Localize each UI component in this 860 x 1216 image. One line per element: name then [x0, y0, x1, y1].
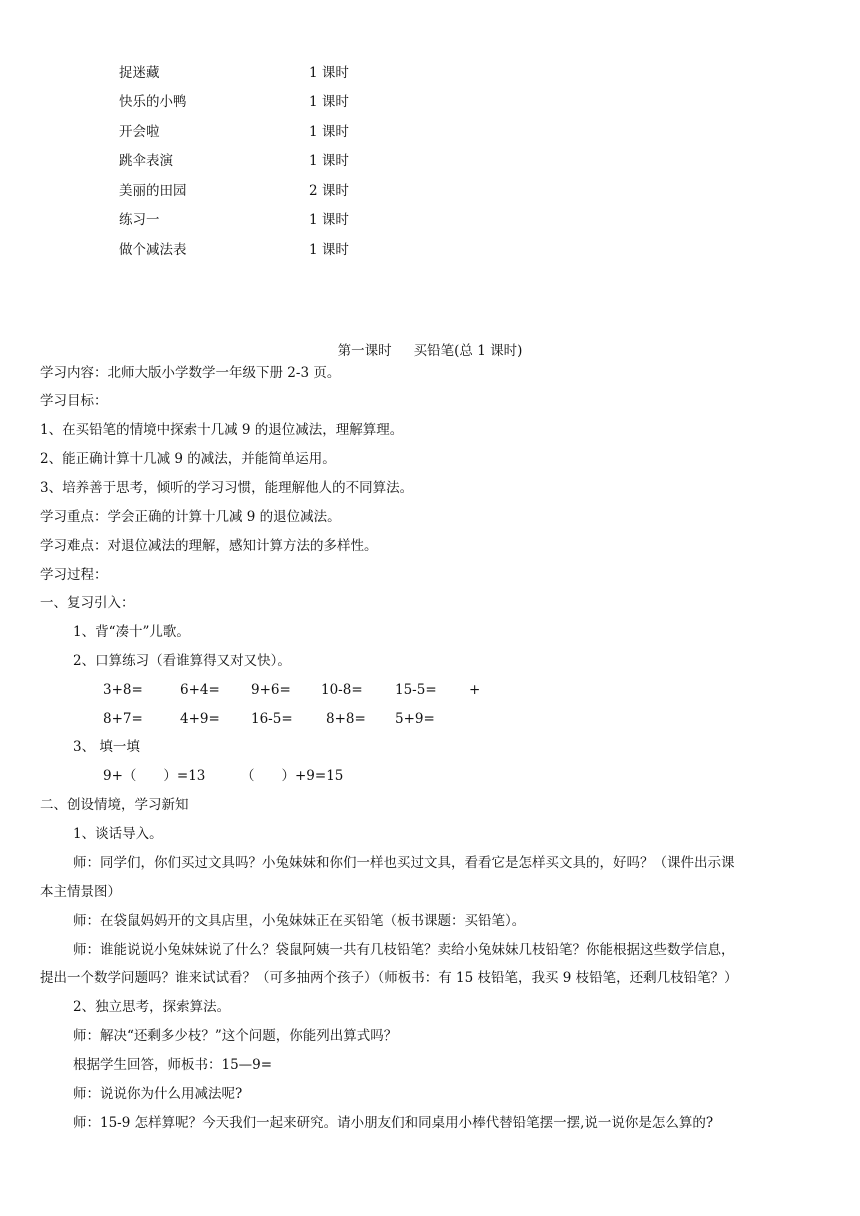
section-heading-new: 二、创设情境，学习新知 [40, 797, 189, 813]
paragraph: 师：谁能说说小兔妹妹说了什么？袋鼠阿姨一共有几枝铅笔？卖给小兔妹妹几枝铅笔？你能根据这些数学信息， [73, 942, 735, 958]
paragraph: 本主情景图） [40, 884, 121, 900]
calc-expression: 8+8= [326, 711, 366, 727]
paragraph: 根据学生回答，师板书：15—9= [73, 1057, 273, 1073]
goal-item: 1、在买铅笔的情境中探索十几减 9 的退位减法，理解算理。 [40, 422, 404, 438]
paragraph: 师：解决“还剩多少枝？”这个问题，你能列出算式吗？ [73, 1028, 398, 1044]
goal-item: 2、能正确计算十几减 9 的减法，并能简单运用。 [40, 451, 336, 467]
calc-expression: 6+4= [180, 682, 220, 698]
calc-expression: 3+8= [103, 682, 143, 698]
goals-heading: 学习目标： [40, 393, 108, 409]
schedule-item-name: 做个减法表 [119, 242, 187, 258]
lesson-title [0, 342, 860, 360]
paragraph: 提出一个数学问题吗？谁来试试看？（可多抽两个孩子）（师板书：有 15 枝铅笔，我买 9 枝铅笔，还剩几枝铅笔？） [40, 970, 738, 986]
review-item: 1、背“凑十”儿歌。 [73, 624, 190, 640]
calc-expression: 5+9= [395, 711, 435, 727]
review-item: 3、 填一填 [73, 739, 140, 755]
schedule-item-name: 跳伞表演 [119, 153, 173, 169]
calc-expression: 15-5= [395, 682, 437, 698]
schedule-item-hours: 1 课时 [309, 212, 349, 228]
paragraph: 师：说说你为什么用减法呢? [73, 1086, 243, 1102]
lesson-title-part1: 第一课时 [337, 343, 392, 359]
section-heading-review: 一、复习引入： [40, 595, 135, 611]
schedule-item-hours: 1 课时 [309, 65, 349, 81]
key-point: 学习重点：学会正确的计算十几减 9 的退位减法。 [40, 509, 341, 525]
schedule-item-name: 快乐的小鸭 [119, 94, 187, 110]
schedule-item-hours: 2 课时 [309, 183, 349, 199]
schedule-item-name: 美丽的田园 [119, 183, 187, 199]
learning-content: 学习内容：北师大版小学数学一年级下册 2-3 页。 [40, 365, 341, 381]
schedule-item-name: 捉迷藏 [119, 65, 160, 81]
fill-blank-expression: （ ）+9=15 [241, 768, 344, 784]
schedule-item-hours: 1 课时 [309, 124, 349, 140]
calc-expression: 16-5= [251, 711, 293, 727]
calc-expression: 4+9= [180, 711, 220, 727]
calc-expression: 10-8= [321, 682, 363, 698]
schedule-item-hours: 1 课时 [309, 153, 349, 169]
schedule-item-hours: 1 课时 [309, 242, 349, 258]
calc-expression: 8+7= [103, 711, 143, 727]
goal-item: 3、培养善于思考，倾听的学习习惯，能理解他人的不同算法。 [40, 480, 414, 496]
paragraph: 师：在袋鼠妈妈开的文具店里，小兔妹妹正在买铅笔（板书课题：买铅笔）。 [73, 913, 526, 929]
lesson-title-part2: 买铅笔(总 1 课时) [413, 343, 523, 359]
review-item: 2、口算练习（看谁算得又对又快）。 [73, 653, 291, 669]
new-item: 2、独立思考，探索算法。 [73, 999, 231, 1015]
schedule-item-name: 开会啦 [119, 124, 160, 140]
schedule-item-name: 练习一 [119, 212, 160, 228]
new-item: 1、谈话导入。 [73, 826, 163, 842]
difficulty: 学习难点：对退位减法的理解，感知计算方法的多样性。 [40, 538, 378, 554]
fill-blank-expression: 9+（ ）=13 [103, 768, 206, 784]
paragraph: 师：15-9 怎样算呢？今天我们一起来研究。请小朋友们和同桌用小棒代替铅笔摆一摆,说一说你是怎么算的? [73, 1115, 714, 1131]
calc-expression: + [469, 682, 481, 698]
paragraph: 师：同学们，你们买过文具吗？小兔妹妹和你们一样也买过文具，看看它是怎样买文具的，好吗？（课件出示课 [73, 855, 735, 871]
schedule-item-hours: 1 课时 [309, 94, 349, 110]
calc-expression: 9+6= [251, 682, 291, 698]
process-heading: 学习过程： [40, 567, 108, 583]
